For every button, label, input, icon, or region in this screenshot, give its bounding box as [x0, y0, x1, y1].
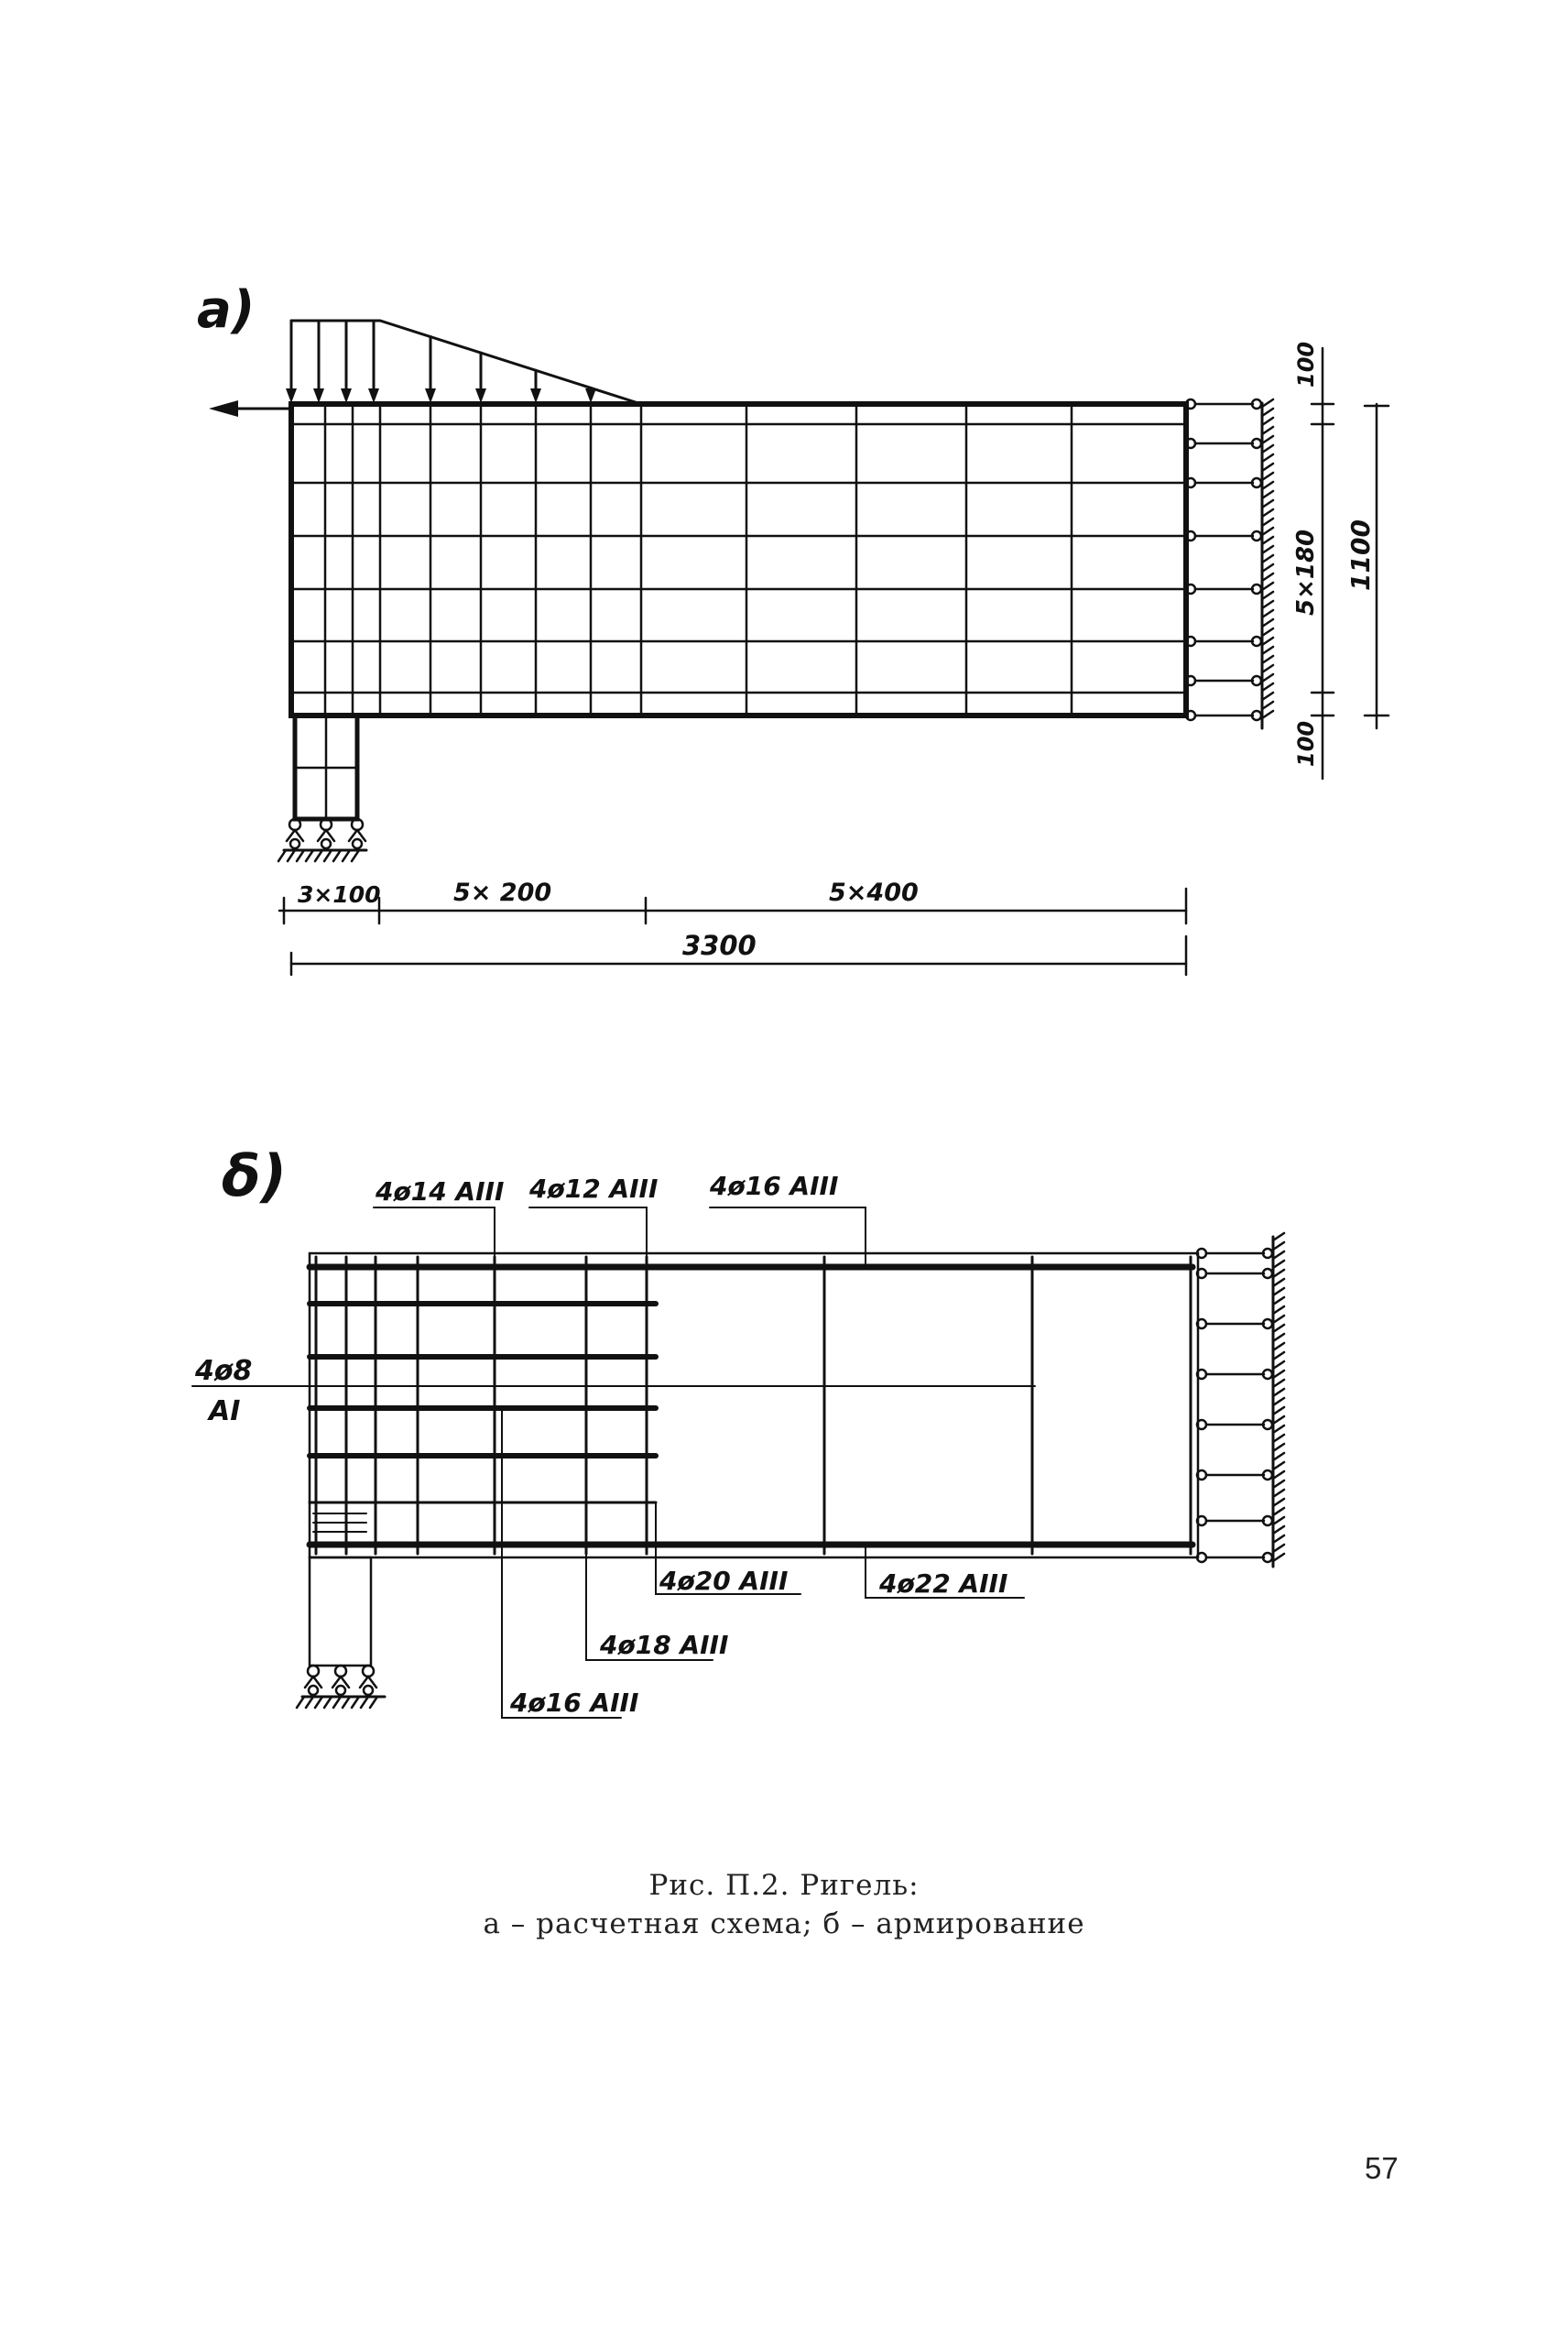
- ground-hatch: [297, 850, 304, 861]
- support-roller: [321, 839, 331, 848]
- rebar-label-4-20: 4ø20 AIII: [659, 1566, 789, 1596]
- ground-hatch: [1273, 1279, 1284, 1286]
- rebar-label-4-22: 4ø22 AIII: [879, 1568, 1008, 1599]
- ground-hatch: [1262, 647, 1273, 654]
- ground-hatch: [1273, 1535, 1284, 1543]
- ground-hatch: [1262, 674, 1273, 682]
- ground-hatch: [1273, 1306, 1284, 1314]
- horizontal-force-arrow: [209, 400, 291, 417]
- support-pin: [308, 1666, 319, 1677]
- ground-hatch: [1262, 473, 1273, 480]
- ground-hatch: [1262, 638, 1273, 645]
- dim-3300: 3300: [682, 930, 757, 961]
- ground-hatch: [324, 1697, 332, 1708]
- ground-hatch: [352, 850, 359, 861]
- ground-hatch: [1262, 601, 1273, 608]
- load-arrow-head: [425, 388, 436, 403]
- ground-hatch: [1262, 683, 1273, 691]
- ground-hatch: [1273, 1297, 1284, 1305]
- ground-hatch: [1262, 436, 1273, 443]
- load-arrow-head: [475, 388, 486, 403]
- ground-hatch: [343, 1697, 350, 1708]
- ground-hatch: [1273, 1526, 1284, 1534]
- dim-5x400: 5×400: [829, 879, 919, 907]
- load-arrow-head: [341, 388, 352, 403]
- ground-hatch: [278, 850, 286, 861]
- ground-hatch: [1262, 445, 1273, 453]
- beam-grid-mesh: [291, 404, 1186, 819]
- ground-hatch: [288, 850, 295, 861]
- ground-hatch: [1273, 1270, 1284, 1277]
- ground-hatch: [1273, 1453, 1284, 1460]
- dim-1100: 1100: [1345, 519, 1376, 591]
- ground-hatch: [1262, 491, 1273, 498]
- rebar-label-4-18: 4ø18 AIII: [600, 1630, 729, 1660]
- ground-hatch: [1273, 1499, 1284, 1506]
- ground-hatch: [306, 1697, 313, 1708]
- ground-hatch: [1262, 519, 1273, 526]
- ground-hatch: [1262, 454, 1273, 462]
- ground-hatch: [333, 1697, 341, 1708]
- beam-outline: [310, 1253, 1198, 1666]
- ground-hatch: [1262, 574, 1273, 581]
- ground-hatch: [1273, 1407, 1284, 1415]
- ground-hatch: [1273, 1444, 1284, 1451]
- ground-hatch: [1262, 592, 1273, 599]
- rebar-label-4-8: 4ø8: [195, 1355, 253, 1387]
- ground-hatch: [1273, 1389, 1284, 1396]
- ground-hatch: [1273, 1242, 1284, 1250]
- ground-hatch: [1273, 1288, 1284, 1295]
- ground-hatch: [370, 1697, 377, 1708]
- ground-hatch: [1262, 528, 1273, 535]
- ground-hatch: [1273, 1233, 1284, 1240]
- ground-hatch: [1262, 427, 1273, 434]
- ground-hatch: [1273, 1508, 1284, 1515]
- dim-5x200: 5× 200: [453, 879, 552, 907]
- ground-hatch: [343, 850, 350, 861]
- ground-hatch: [1273, 1261, 1284, 1268]
- rebar-label-4-12: 4ø12 AIII: [529, 1174, 659, 1204]
- ground-hatch: [1273, 1380, 1284, 1387]
- ground-hatch: [1262, 656, 1273, 663]
- ground-hatch: [1262, 409, 1273, 416]
- ground-hatch: [1262, 665, 1273, 672]
- support-roller: [364, 1686, 373, 1695]
- ground-hatch: [1273, 1554, 1284, 1561]
- load-diagram: [286, 321, 641, 404]
- ground-hatch: [1273, 1462, 1284, 1469]
- ground-hatch: [1273, 1334, 1284, 1341]
- support-roller: [353, 839, 362, 848]
- ground-hatch: [1262, 418, 1273, 425]
- ground-hatch: [1262, 702, 1273, 709]
- ground-hatch: [333, 850, 341, 861]
- ground-hatch: [1262, 555, 1273, 563]
- support-pin: [363, 1666, 374, 1677]
- ground-hatch: [1273, 1343, 1284, 1350]
- ground-hatch: [1262, 546, 1273, 553]
- load-arrow-head: [585, 388, 596, 403]
- ground-hatch: [1273, 1251, 1284, 1259]
- ground-hatch: [1262, 500, 1273, 508]
- ground-hatch: [1262, 619, 1273, 627]
- ground-hatch: [1273, 1480, 1284, 1488]
- diagram-a-design-scheme: [197, 280, 1388, 975]
- ground-hatch: [1273, 1316, 1284, 1323]
- ground-hatch: [1273, 1517, 1284, 1524]
- ground-hatch: [1262, 711, 1273, 718]
- ground-hatch: [1273, 1426, 1284, 1433]
- rebar-label-4-16-bottom: 4ø16 AIII: [510, 1688, 639, 1718]
- ground-hatch: [297, 1697, 304, 1708]
- ground-hatch: [1262, 628, 1273, 636]
- ground-hatch: [1273, 1545, 1284, 1552]
- ground-hatch: [1262, 610, 1273, 617]
- ground-hatch: [1262, 509, 1273, 517]
- dim-bottom-100: 100: [1293, 720, 1319, 767]
- ground-hatch: [1273, 1435, 1284, 1442]
- ground-hatch: [1262, 482, 1273, 489]
- ground-hatch: [1262, 399, 1273, 407]
- support-roller: [336, 1686, 345, 1695]
- diagram-a-label: a): [197, 280, 256, 340]
- ground-hatch: [1262, 564, 1273, 572]
- ground-hatch: [1273, 1490, 1284, 1497]
- load-arrow-head: [286, 388, 297, 403]
- longitudinal-bars: [310, 1267, 1192, 1545]
- right-roller-supports: [1186, 399, 1273, 728]
- rebar-label-a1: AI: [209, 1395, 241, 1427]
- ground-hatch: [352, 1697, 359, 1708]
- ground-hatch: [1273, 1398, 1284, 1405]
- ground-hatch: [324, 850, 332, 861]
- support-pin: [335, 1666, 346, 1677]
- column-pin-supports: [278, 819, 366, 861]
- right-roller-supports-b: [1197, 1233, 1284, 1567]
- ground-hatch: [1273, 1352, 1284, 1360]
- ground-hatch: [1273, 1416, 1284, 1424]
- load-arrow-head: [368, 388, 379, 403]
- diagram-b-reinforcement: [192, 1142, 1284, 1718]
- ground-hatch: [1262, 464, 1273, 471]
- ground-hatch: [1273, 1325, 1284, 1332]
- diagram-b-label: δ): [222, 1142, 287, 1209]
- ground-hatch: [1262, 537, 1273, 544]
- rebar-label-4-14: 4ø14 AIII: [376, 1176, 505, 1207]
- ground-hatch: [306, 850, 313, 861]
- page-number: 57: [1365, 2151, 1399, 2185]
- support-roller: [290, 839, 299, 848]
- ground-hatch: [315, 850, 322, 861]
- ground-hatch: [1273, 1471, 1284, 1479]
- ground-hatch: [1273, 1371, 1284, 1378]
- support-roller: [309, 1686, 318, 1695]
- rebar-label-4-16-top: 4ø16 AIII: [710, 1171, 839, 1201]
- ground-hatch: [1262, 693, 1273, 700]
- column-pin-supports-b: [297, 1666, 385, 1708]
- ground-hatch: [1262, 583, 1273, 590]
- load-arrow-head: [313, 388, 324, 403]
- figure-caption-title: Рис. П.2. Ригель:: [648, 1869, 920, 1902]
- load-arrow-head: [530, 388, 541, 403]
- dim-3x100: 3×100: [298, 881, 381, 908]
- ground-hatch: [1273, 1361, 1284, 1369]
- dim-top-100: 100: [1293, 341, 1319, 388]
- dim-5x180: 5×180: [1292, 529, 1320, 616]
- ground-hatch: [315, 1697, 322, 1708]
- figure-caption-subtitle: а – расчетная схема; б – армирование: [483, 1907, 1085, 1940]
- ground-hatch: [361, 1697, 368, 1708]
